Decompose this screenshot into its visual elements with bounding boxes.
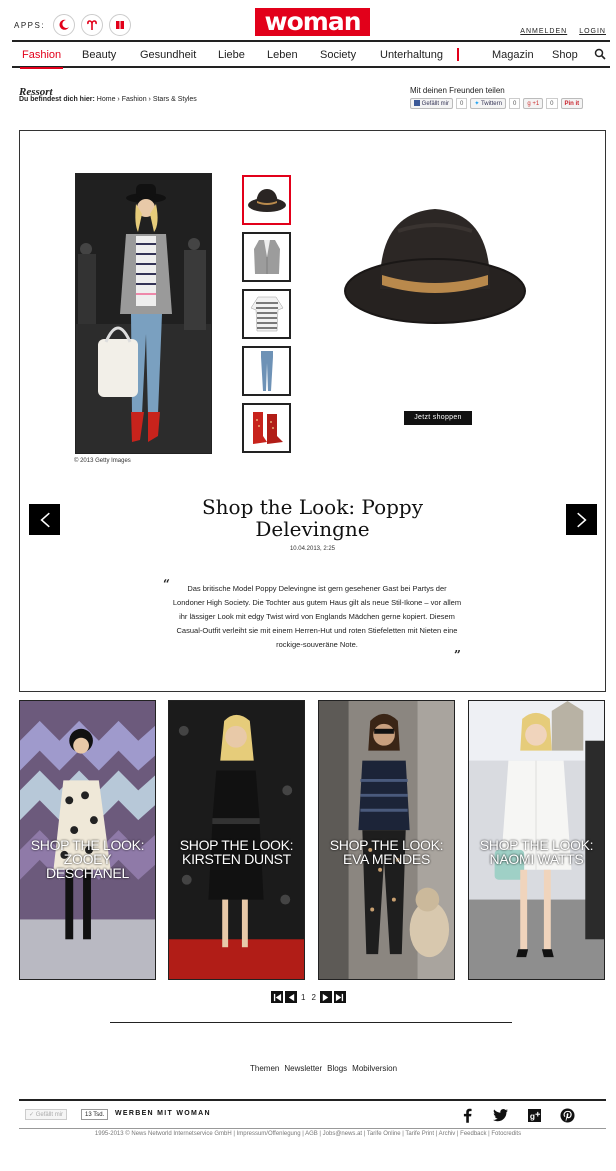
first-page-button[interactable] — [271, 991, 283, 1003]
gplus-button[interactable] — [523, 98, 543, 109]
photo-credit: © 2013 Getty Images — [74, 458, 131, 464]
related-look-label: SHOP THE LOOK: NAOMI WATTS — [479, 837, 594, 867]
chevron-right-icon — [576, 511, 588, 529]
nav-item-fashion[interactable]: Fashion — [22, 42, 61, 66]
site-logo[interactable]: woman — [255, 8, 370, 36]
nav-item-society[interactable]: Society — [320, 49, 357, 61]
moon-app-icon[interactable] — [53, 14, 75, 36]
gplus-icon: g — [527, 101, 531, 107]
facebook-like-label: Gefällt mir — [421, 101, 450, 107]
twitter-label: Twittern — [480, 101, 502, 107]
breadcrumb-prefix: Du befindest dich hier: — [19, 96, 95, 103]
product-thumb-hat[interactable] — [242, 175, 291, 225]
quote-close-mark: ” — [454, 648, 461, 662]
nav-item-magazin[interactable]: Magazin — [492, 49, 534, 61]
shop-now-button[interactable]: Jetzt shoppen — [404, 411, 472, 425]
main-nav — [12, 40, 610, 68]
pagination — [271, 991, 346, 1003]
footer-like-label: Gefällt mir — [35, 1112, 64, 1118]
search-icon[interactable] — [594, 48, 606, 60]
aries-app-icon[interactable] — [81, 14, 103, 36]
twitter-icon: ✦ — [474, 101, 480, 107]
related-look-card[interactable] — [19, 700, 156, 980]
page-2[interactable]: 2 — [311, 992, 316, 1002]
advertise-link[interactable]: WERBEN MIT WOMAN — [115, 1110, 211, 1117]
boots-thumb-icon — [247, 408, 287, 448]
magazine-app-icon[interactable] — [109, 14, 131, 36]
gplus-label: +1 — [532, 101, 540, 107]
nav-item-beauty[interactable]: Beauty — [82, 49, 117, 61]
breadcrumb-path[interactable]: Home › Fashion › Stars & Styles — [96, 96, 197, 103]
auth-links — [520, 28, 606, 35]
twitter-button[interactable] — [470, 98, 506, 109]
prev-page-icon — [287, 993, 296, 1002]
hat-thumb-icon — [247, 185, 287, 215]
article-title: Shop the Look: Poppy Delevingne — [201, 495, 424, 541]
page-1[interactable]: 1 — [301, 992, 306, 1002]
article-text: Das britische Model Poppy Delevingne ist gern gesehener Gast bei Partys der Londoner High Society. Die Tochter aus gutem Haus gilt als neue Stil-Ikone – vor allem ihr lässiger Look mit edgy Twist wird von Englands Mädchen gerne kopiert. Diesem Casual-Outfit verleiht sie mit einem Herren-Hut und roten Stiefeletten mit Nieten eine rockige-souveräne Note. — [172, 584, 462, 649]
gplus-icon[interactable] — [526, 1107, 542, 1123]
article-date: 10.04.2013, 2:25 — [289, 546, 336, 552]
thumbs-up-icon: ✓ — [29, 1112, 35, 1118]
facebook-icon[interactable] — [459, 1107, 475, 1123]
related-look-label: SHOP THE LOOK: KIRSTEN DUNST — [179, 837, 294, 867]
related-look-label: SHOP THE LOOK: EVA MENDES — [329, 837, 444, 867]
twitter-icon[interactable] — [492, 1107, 508, 1123]
nav-item-shop[interactable]: Shop — [552, 49, 578, 61]
chevron-left-icon — [39, 511, 51, 529]
blazer-thumb-icon — [252, 237, 282, 277]
prev-look-button[interactable] — [29, 504, 60, 535]
related-look-card[interactable] — [468, 700, 605, 980]
pinterest-icon[interactable] — [559, 1107, 575, 1123]
footer-link-themen[interactable]: Themen — [250, 1064, 280, 1073]
gplus-count: 0 — [546, 98, 557, 109]
product-thumb-boots[interactable] — [242, 403, 291, 453]
footer-link-mobilversion[interactable]: Mobilversion — [352, 1064, 398, 1073]
main-look-photo — [75, 173, 212, 454]
nav-item-leben[interactable]: Leben — [267, 49, 298, 61]
apps-label: APPS: — [14, 20, 46, 30]
register-link[interactable]: ANMELDEN — [520, 28, 568, 35]
model-photo-illustration — [76, 174, 212, 454]
nav-item-liebe[interactable]: Liebe — [218, 49, 245, 61]
apps-bar — [14, 14, 131, 36]
nav-item-unterhaltung[interactable]: Unterhaltung — [380, 49, 443, 61]
share-buttons — [410, 98, 583, 109]
next-page-button[interactable] — [320, 991, 332, 1003]
related-look-label: SHOP THE LOOK: ZOOEY DESCHANEL — [30, 837, 145, 881]
nav-separator — [457, 48, 459, 61]
striped-top-thumb-icon — [250, 294, 284, 334]
related-look-card[interactable] — [318, 700, 455, 980]
facebook-like-button[interactable] — [410, 98, 453, 109]
svg-text:g: g — [529, 1110, 535, 1121]
hero-product-hat[interactable] — [340, 191, 530, 341]
copyright: 1995-2013 © News Networld Internetservice GmbH | Impressum/Offenlegung | AGB | Jobs@news.at | Tarife Online | Tarife Print | Archiv | Feedback | Fotocredits — [94, 1131, 522, 1137]
product-thumb-striped-top[interactable] — [242, 289, 291, 339]
login-link[interactable]: LOGIN — [579, 28, 606, 35]
prev-page-button[interactable] — [285, 991, 297, 1003]
related-look-card[interactable] — [168, 700, 305, 980]
next-look-button[interactable] — [566, 504, 597, 535]
footer-divider — [110, 1022, 512, 1023]
product-thumb-blazer[interactable] — [242, 232, 291, 282]
quote-open-mark: “ — [163, 577, 170, 591]
shop-the-look-gallery — [19, 130, 606, 692]
facebook-count: 0 — [456, 98, 467, 109]
jeans-thumb-icon — [257, 349, 277, 393]
pinterest-button[interactable]: Pin it — [561, 98, 584, 109]
footer-bar — [19, 1099, 606, 1129]
product-thumb-jeans[interactable] — [242, 346, 291, 396]
next-page-icon — [321, 993, 330, 1002]
footer-like-button[interactable] — [25, 1109, 67, 1120]
breadcrumb — [19, 96, 197, 103]
first-page-icon — [273, 993, 282, 1002]
last-page-button[interactable] — [334, 991, 346, 1003]
share-title: Mit deinen Freunden teilen — [410, 86, 505, 95]
footer-links — [250, 1064, 397, 1073]
section-title: Ressort — [19, 86, 53, 98]
nav-item-gesundheit[interactable]: Gesundheit — [140, 49, 197, 61]
facebook-icon — [414, 100, 420, 106]
footer-link-newsletter[interactable]: Newsletter — [284, 1064, 323, 1073]
footer-like-count: 13 Tsd. — [81, 1109, 108, 1120]
footer-link-blogs[interactable]: Blogs — [327, 1064, 348, 1073]
last-page-icon — [335, 993, 344, 1002]
twitter-count: 0 — [509, 98, 520, 109]
